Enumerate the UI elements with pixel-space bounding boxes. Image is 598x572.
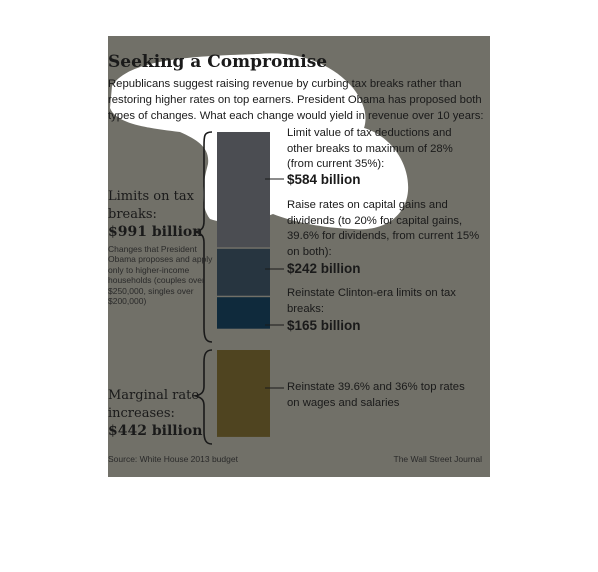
publisher-credit: The Wall Street Journal xyxy=(393,454,482,464)
group-heading-line: increases: xyxy=(108,406,175,421)
source-note: Source: White House 2013 budget xyxy=(108,454,238,464)
infographic-panel xyxy=(108,36,490,477)
segment-amount-2: $242 billion xyxy=(287,261,361,276)
bar-segment-1 xyxy=(217,132,270,247)
segment-description-3: Reinstate Clinton-era limits on tax breaks: xyxy=(287,287,456,315)
group-heading-tax-breaks xyxy=(108,188,194,224)
group-heading-marginal-rates xyxy=(108,387,199,423)
group-amount-tax-breaks: $991 billion xyxy=(108,224,203,240)
segment-amount-1: $584 billion xyxy=(287,172,361,187)
group-amount-marginal-rates: $442 billion xyxy=(108,423,203,439)
bar-segment-4 xyxy=(217,350,270,437)
group-note-tax-breaks: Changes that President Obama proposes and apply only to higher-income households (couples over $250,000, singles over $200,000) xyxy=(108,244,213,307)
segment-description-2: Raise rates on capital gains and dividends (to 20% for capital gains, 39.6% for dividends, from current 15% on both): xyxy=(287,199,480,258)
intro-text: Republicans suggest raising revenue by curbing tax breaks rather than restoring higher rates on top earners. President Obama has proposed both types of changes. What each change would yield in revenue over 10 years: xyxy=(108,78,484,122)
chart-title: Seeking a Compromise xyxy=(108,52,328,72)
segment-amount-3: $165 billion xyxy=(287,318,361,333)
group-heading-line: Marginal rate xyxy=(108,388,200,403)
bar-segment-3 xyxy=(217,297,270,329)
group-heading-line: Limits on tax xyxy=(108,189,194,204)
segment-description-4: Reinstate 39.6% and 36% top rates on wages and salaries xyxy=(287,381,465,409)
segment-description-1: Limit value of tax deductions and other breaks to maximum of 28% (from current 35%): xyxy=(287,127,453,170)
bar-segment-2 xyxy=(217,249,270,296)
group-heading-line: breaks: xyxy=(108,207,157,222)
